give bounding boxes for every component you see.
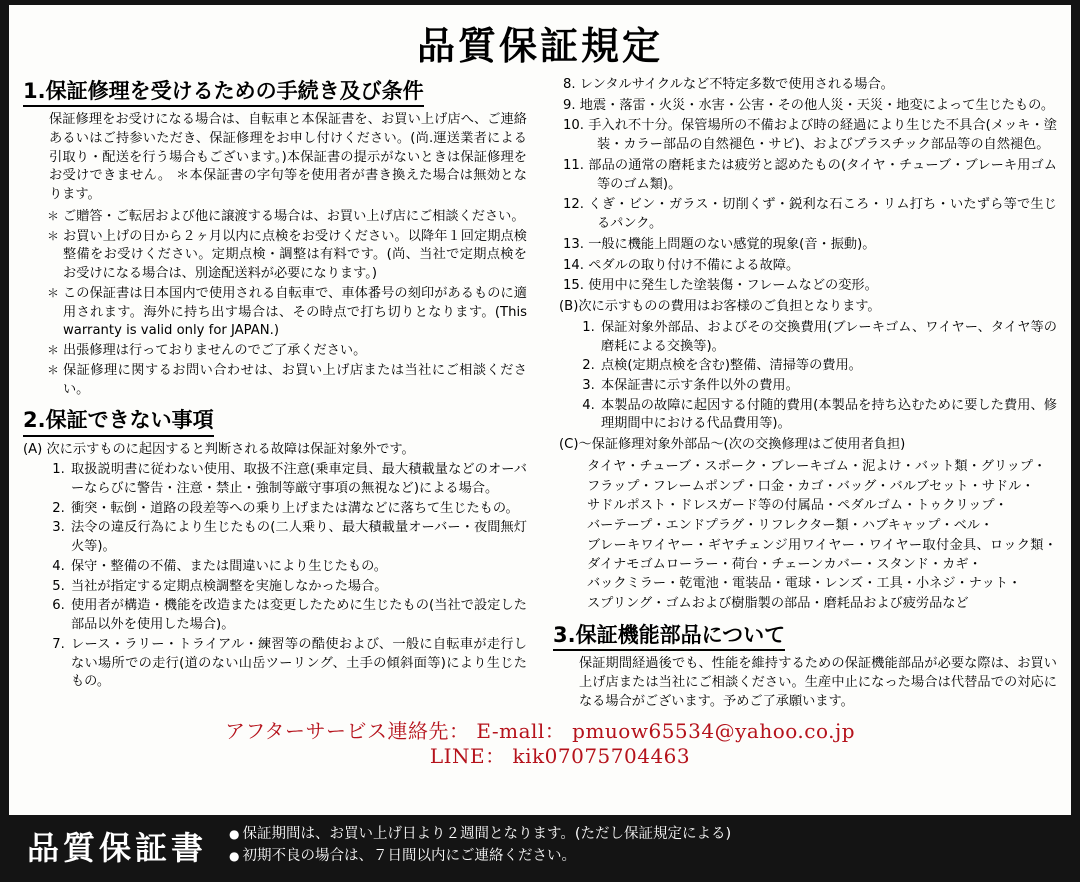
list-item: 4. 保守・整備の不備、または間違いにより生じたもの。 bbox=[69, 558, 527, 577]
section-3-heading: 3.保証機能部品について bbox=[553, 622, 785, 651]
contact-email-line: アフターサービス連絡先： E-mall： pmuow65534@yahoo.co.jp bbox=[224, 719, 856, 744]
section-2-wrap bbox=[23, 405, 527, 692]
list-item-text: ペダルの取り付け不備による故障。 bbox=[588, 257, 800, 273]
two-column-layout bbox=[23, 76, 1057, 713]
list-item-number: 8. bbox=[563, 77, 576, 92]
list-item-number: 11. bbox=[563, 157, 584, 173]
parts-line: バックミラー・乾電池・電装品・電球・レンズ・工具・小ネジ・ナット・ bbox=[587, 576, 1022, 592]
list-item-text: 使用中に発生した塗装傷・フレームなどの変形。 bbox=[588, 278, 878, 294]
list-item: 1. 取扱説明書に従わない使用、取扱不注意(乗車定員、最大積載量などのオーバーならびに警告・注意・禁止・強制等厳守事項の無視など)による場合。 bbox=[69, 461, 527, 498]
section-3-wrap bbox=[553, 620, 1057, 711]
list-item-text: 地震・落雷・火災・水害・公害・その他人災・天災・地変によって生じたもの。 bbox=[579, 97, 1055, 113]
section-2-items-continued bbox=[553, 76, 1057, 296]
list-item bbox=[563, 277, 1057, 296]
list-item: 2. 点検(定期点検を含む)整備、清掃等の費用。 bbox=[599, 357, 1057, 376]
list-item: 3. 法令の違反行為により生じたもの(二人乗り、最大積載量オーバー・夜間無灯火等)。 bbox=[69, 519, 527, 556]
list-item-number: 15. bbox=[563, 278, 584, 294]
parts-line: スプリング・ゴムおよび樹脂製の部品・磨耗品および疲労品など bbox=[587, 596, 969, 612]
list-item: 5. 当社が指定する定期点検調整を実施しなかった場合。 bbox=[69, 578, 527, 597]
list-item-number: 13. bbox=[563, 236, 584, 252]
section-2-heading: 2.保証できない事項 bbox=[23, 407, 214, 436]
list-item bbox=[563, 196, 1057, 233]
list-item: ＊ 出張修理は行っておりませんのでご了承ください。 bbox=[49, 342, 527, 361]
list-item bbox=[563, 117, 1057, 154]
list-item: ＊ この保証書は日本国内で使用される自転車で、車体番号の刻印があるものに適用されます。海外に持ち出す場合は、その時点で打ち切りとなります。(This warranty is valid only for JAPAN.) bbox=[49, 285, 527, 341]
footer-notes bbox=[229, 824, 731, 868]
list-item-text: 手入れ不十分。保管場所の不備および時の経過により生じた不具合(メッキ・塗装・カラー部品の自然褪色・サビ)、およびプラスチック部品等の自然褪色。 bbox=[588, 118, 1057, 153]
list-item-number: 14. bbox=[563, 257, 584, 273]
list-item bbox=[563, 236, 1057, 255]
section-b-items bbox=[553, 319, 1057, 434]
list-item-number: 12. bbox=[563, 197, 584, 213]
parts-line: フラップ・フレームポンプ・口金・カゴ・バッグ・バルブセット・サドル・ bbox=[587, 478, 1035, 494]
section-1-heading: 1.保証修理を受けるための手続き及び条件 bbox=[23, 78, 424, 107]
list-item: 3. 本保証書に示す条件以外の費用。 bbox=[599, 377, 1057, 396]
section-2-lead: (A) 次に示すものに起因すると判断される故障は保証対象外です。 bbox=[23, 441, 415, 457]
section-1-notes bbox=[23, 208, 527, 399]
list-item: 1. 保証対象外部品、およびその交換費用(ブレーキゴム、ワイヤー、タイヤ等の磨耗による交換等)。 bbox=[599, 319, 1057, 356]
footer-title: 品質保証書 bbox=[27, 829, 208, 867]
left-column bbox=[23, 76, 531, 694]
parts-line: バーテープ・エンドプラグ・リフレクター類・ハブキャップ・ベル・ bbox=[587, 518, 994, 534]
section-1-paragraph: 保証修理をお受けになる場合は、自転車と本保証書を、お買い上げ店へ、ご連絡あるいはご持参いただき、保証修理をお申し付けください。(尚.運送業者による引取り・配送を行う場合もございます。)本保証書の提示がないときは保証修理をお受けできません。 ＊本保証書の字句等を使用者が書き換えた場合は無効となります。 bbox=[49, 112, 527, 203]
list-item: 6. 使用者が構造・機能を改造または変更したために生じたもの(当社で設定した部品以外を使用した場合)。 bbox=[69, 597, 527, 634]
parts-line: ブレーキワイヤー・ギヤチェンジ用ワイヤー・ワイヤー取付金具、ロック類・ダイナモゴムローラー・荷台・チェーンカバー・スタンド・カギ・ bbox=[587, 537, 1057, 572]
document-inner bbox=[9, 5, 1071, 877]
list-item bbox=[563, 257, 1057, 276]
section-c-lead: (C)～保証修理対象外部品～(次の交換修理はご使用者負担) bbox=[559, 437, 906, 453]
contact-block bbox=[23, 719, 1057, 769]
section-b-lead: (B)次に示すものの費用はお客様のご負担となります。 bbox=[559, 299, 881, 315]
list-item: 7. レース・ラリー・トライアル・練習等の酷使および、一般に自転車が走行しない場所での走行(道のない山岳ツーリング、土手の傾斜面等)により生じたもの。 bbox=[69, 636, 527, 692]
page-title: 品質保証規定 bbox=[416, 23, 663, 68]
list-item: ＊ ご贈答・ご転居および他に譲渡する場合は、お買い上げ店にご相談ください。 bbox=[49, 208, 527, 227]
list-item-number: 9. bbox=[563, 97, 576, 113]
right-column bbox=[549, 76, 1057, 713]
list-item-text: レンタルサイクルなど不特定多数で使用される場合。 bbox=[579, 77, 894, 92]
list-item-text: 部品の通常の磨耗または疲労と認めたもの(タイヤ・チューブ・ブレーキ用ゴム等のゴム類)。 bbox=[588, 157, 1057, 192]
list-item: 4. 本製品の故障に起因する付随的費用(本製品を持ち込むために要した費用、修理期間中における代品費用等)。 bbox=[599, 397, 1057, 434]
section-3-paragraph: 保証期間経過後でも、性能を維持するための保証機能部品が必要な際は、お買い上げ店または当社にご相談ください。生産中止になった場合は代替品での対応になる場合がございます。予めご了承願います。 bbox=[579, 656, 1057, 709]
footer-note: ● 保証期間は、お買い上げ日より２週間となります。(ただし保証規定による) bbox=[229, 824, 731, 846]
parts-line: サドルポスト・ドレスガード等の付属品・ペダルゴム・トゥクリップ・ bbox=[587, 498, 1008, 514]
list-item: ＊ お買い上げの日から２ヶ月以内に点検をお受けください。以降年１回定期点検整備をお受けください。定期点検・調整は有料です。(尚、当社で定期点検をお受けになる場合は、別途配送料が必要になります。) bbox=[49, 228, 527, 284]
section-2-items bbox=[23, 461, 527, 692]
contact-line-line: LINE： kik07075704463 bbox=[429, 744, 691, 769]
list-item bbox=[563, 97, 1057, 116]
list-item-text: くぎ・ビン・ガラス・切削くず・鋭利な石ころ・リム打ち・いたずら等で生じるパンク。 bbox=[588, 197, 1057, 232]
parts-line: タイヤ・チューブ・スポーク・ブレーキゴム・泥よけ・バット類・グリップ・ bbox=[587, 458, 1047, 474]
list-item: 2. 衝突・転倒・道路の段差等への乗り上げまたは溝などに落ちて生じたもの。 bbox=[69, 500, 527, 519]
list-item bbox=[563, 76, 1057, 95]
section-c-parts bbox=[553, 458, 1057, 614]
list-item bbox=[563, 157, 1057, 194]
footer-bar bbox=[9, 815, 1071, 877]
list-item-number: 10. bbox=[563, 118, 584, 134]
list-item: ＊ 保証修理に関するお問い合わせは、お買い上げ店または当社にご相談ください。 bbox=[49, 362, 527, 399]
footer-note: ● 初期不良の場合は、７日間以内にご連絡ください。 bbox=[229, 846, 731, 868]
list-item-text: 一般に機能上問題のない感覚的現象(音・振動)。 bbox=[588, 236, 876, 252]
